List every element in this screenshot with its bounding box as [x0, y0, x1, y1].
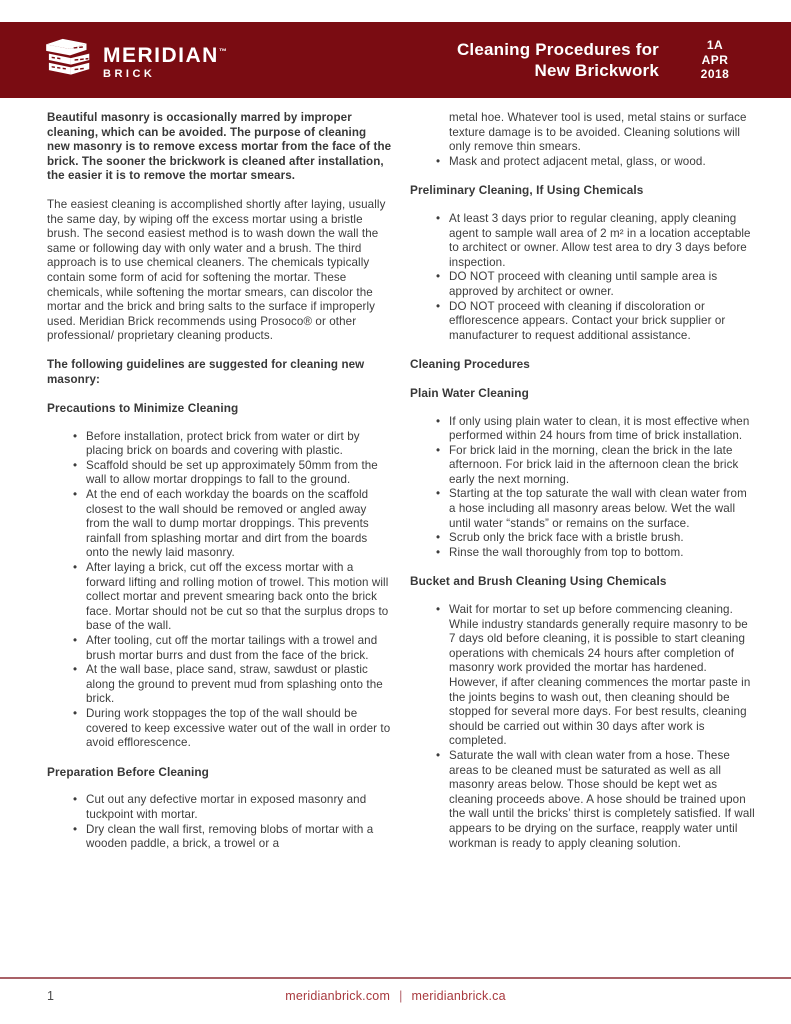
- list-item: • After laying a brick, cut off the excess mortar with a forward lifting and rolling motion of trowel. This motion will collect mortar and prevent smearing back onto the brick face. Mortar should not be cut so that the surplus drops to base of the wall.: [47, 561, 392, 634]
- footer-rule: [0, 977, 791, 979]
- list-item: • During work stoppages the top of the wall should be covered to keep excessive water out of the wall in order to avoid efflorescence.: [47, 707, 392, 751]
- footer-separator: |: [399, 989, 403, 1003]
- bullet-list-preliminary: [410, 212, 755, 343]
- section-heading-bucket-brush: Bucket and Brush Cleaning Using Chemicals: [410, 574, 667, 589]
- intro-paragraph: Beautiful masonry is occasionally marred by improper cleaning, which can be avoided. The purpose of cleaning new masonry is to remove excess mortar from the face of the brick. The sooner the brickwork is cleaned after installation, the easier it is to remove the mortar smears.: [47, 111, 392, 183]
- section-heading-preliminary-cleaning: Preliminary Cleaning, If Using Chemicals: [410, 183, 644, 198]
- brand-logo: [46, 38, 227, 82]
- footer-link-ca[interactable]: meridianbrick.ca: [411, 989, 506, 1003]
- left-column: [47, 111, 392, 866]
- brand-subtitle: BRICK: [103, 67, 156, 80]
- list-item: • Saturate the wall with clean water from a hose. These areas to be cleaned must be saturated as well as all masonry areas below. Those should be kept wet as cleaning proceeds above. A hose should be trained upon the wall until the bricks’ thirst is completely satisfied. If wall appears to be drying on the surface, reapply water until workman is ready to apply cleaning solution.: [410, 749, 755, 851]
- section-heading-preparation: Preparation Before Cleaning: [47, 764, 209, 779]
- list-item: • For brick laid in the morning, clean the brick in the late afternoon. For brick laid in the afternoon clean the brick early the next morning.: [410, 444, 755, 488]
- page-title-line1: Cleaning Procedures for: [456, 40, 659, 59]
- continued-paragraph: metal hoe. Whatever tool is used, metal stains or surface texture damage is to be avoided. Cleaning solutions will only remove thin smears.: [449, 111, 747, 154]
- body-paragraph: The easiest cleaning is accomplished shortly after laying, usually the same day, by wiping off the excess mortar using a bristle brush. The second easiest method is to wash down the wall the same or following day with only water and a brush. The third approach is to use chemical cleaners. The chemicals typically contain some form of acid for softening the mortar. These chemicals, while softening the mortar smears, can discolor the mortar and the brick and bring salts to the surface if improperly used. Meridian Brick recommends using Prosoco® or other professional/ proprietary cleaning products.: [47, 197, 386, 343]
- doc-year: 2018: [700, 67, 730, 82]
- header-bar: [0, 22, 791, 98]
- list-item: • Scaffold should be set up approximately 50mm from the wall to allow mortar droppings to fall to the ground.: [47, 459, 392, 488]
- page-title-line2: New Brickwork: [534, 61, 659, 80]
- section-heading-precautions: Precautions to Minimize Cleaning: [47, 401, 239, 416]
- list-item: • DO NOT proceed with cleaning until sample area is approved by architect or owner.: [410, 270, 755, 299]
- footer: [0, 989, 791, 1013]
- section-heading-cleaning-procedures: Cleaning Procedures: [410, 357, 530, 372]
- section-heading-plain-water: Plain Water Cleaning: [410, 385, 529, 400]
- doc-month: APR: [701, 52, 729, 67]
- brick-stack-logo-icon: [46, 38, 94, 82]
- list-item: • Starting at the top saturate the wall with clean water from a hose including all masonry areas below. Wet the wall until water “stands” or remains on the surface.: [410, 487, 755, 531]
- list-item: • Dry clean the wall first, removing blobs of mortar with a wooden paddle, a brick, a trowel or a: [47, 823, 392, 852]
- list-item: • DO NOT proceed with cleaning if discoloration or efflorescence appears. Contact your brick supplier or manufacturer to request additional assistance.: [410, 300, 755, 344]
- list-item: • Rinse the wall thoroughly from top to bottom.: [410, 546, 755, 561]
- footer-page-number: 1: [47, 989, 54, 1003]
- list-item: • Scrub only the brick face with a bristle brush.: [410, 531, 755, 546]
- footer-link-com[interactable]: meridianbrick.com: [285, 989, 391, 1003]
- list-item: • At the end of each workday the boards on the scaffold closest to the wall should be removed or angled away from the wall to dump mortar droppings. This prevents rainfall from splashing mortar and dirt from the boards onto the newly laid masonry.: [47, 488, 392, 561]
- bullet-list-preparation: [47, 793, 392, 851]
- list-item: • Cut out any defective mortar in exposed masonry and tuckpoint with mortar.: [47, 793, 392, 822]
- list-item: • After tooling, cut off the mortar tailings with a trowel and brush mortar burrs and dust from the face of the brick.: [47, 634, 392, 663]
- trademark-symbol: ™: [218, 46, 227, 56]
- page-title: [457, 39, 659, 81]
- document-body: [47, 111, 756, 866]
- list-item: • At the wall base, place sand, straw, sawdust or plastic along the ground to prevent mud from splashing onto the brick.: [47, 663, 392, 707]
- brand-text: [103, 41, 227, 80]
- right-column: [410, 111, 755, 866]
- doc-revision-block: [659, 38, 771, 82]
- list-item: • At least 3 days prior to regular cleaning, apply cleaning agent to sample wall area of 2 m² in a location acceptable to architect or owner. Allow test area to dry 3 days before inspection.: [410, 212, 755, 270]
- guidelines-lead-paragraph: The following guidelines are suggested for cleaning new masonry:: [47, 357, 365, 386]
- list-item: • If only using plain water to clean, it is most effective when performed within 24 hours from time of brick installation.: [410, 415, 755, 444]
- bullet-list-mask: [410, 155, 755, 170]
- doc-code: 1A: [706, 38, 724, 53]
- brand-name: MERIDIAN: [103, 43, 219, 67]
- bullet-list-plain-water: [410, 415, 755, 561]
- bullet-list-bucket-brush: [410, 603, 755, 851]
- list-item: • Wait for mortar to set up before commencing cleaning. While industry standards generally require masonry to be 7 days old before cleaning, it is possible to start cleaning operations with chemicals 24 hours after completion of masonry work provided the mortar has hardened. However, if after cleaning commences the mortar paste in the joints begins to wash out, then cleaning should be stopped for several more days. For best results, cleaning should be carried out within 30 days after work is completed.: [410, 603, 755, 749]
- list-item: • Mask and protect adjacent metal, glass, or wood.: [410, 155, 755, 170]
- bullet-list-precautions: [47, 430, 392, 751]
- footer-websites: [0, 989, 791, 1003]
- list-item: • Before installation, protect brick from water or dirt by placing brick on boards and covering with plastic.: [47, 430, 392, 459]
